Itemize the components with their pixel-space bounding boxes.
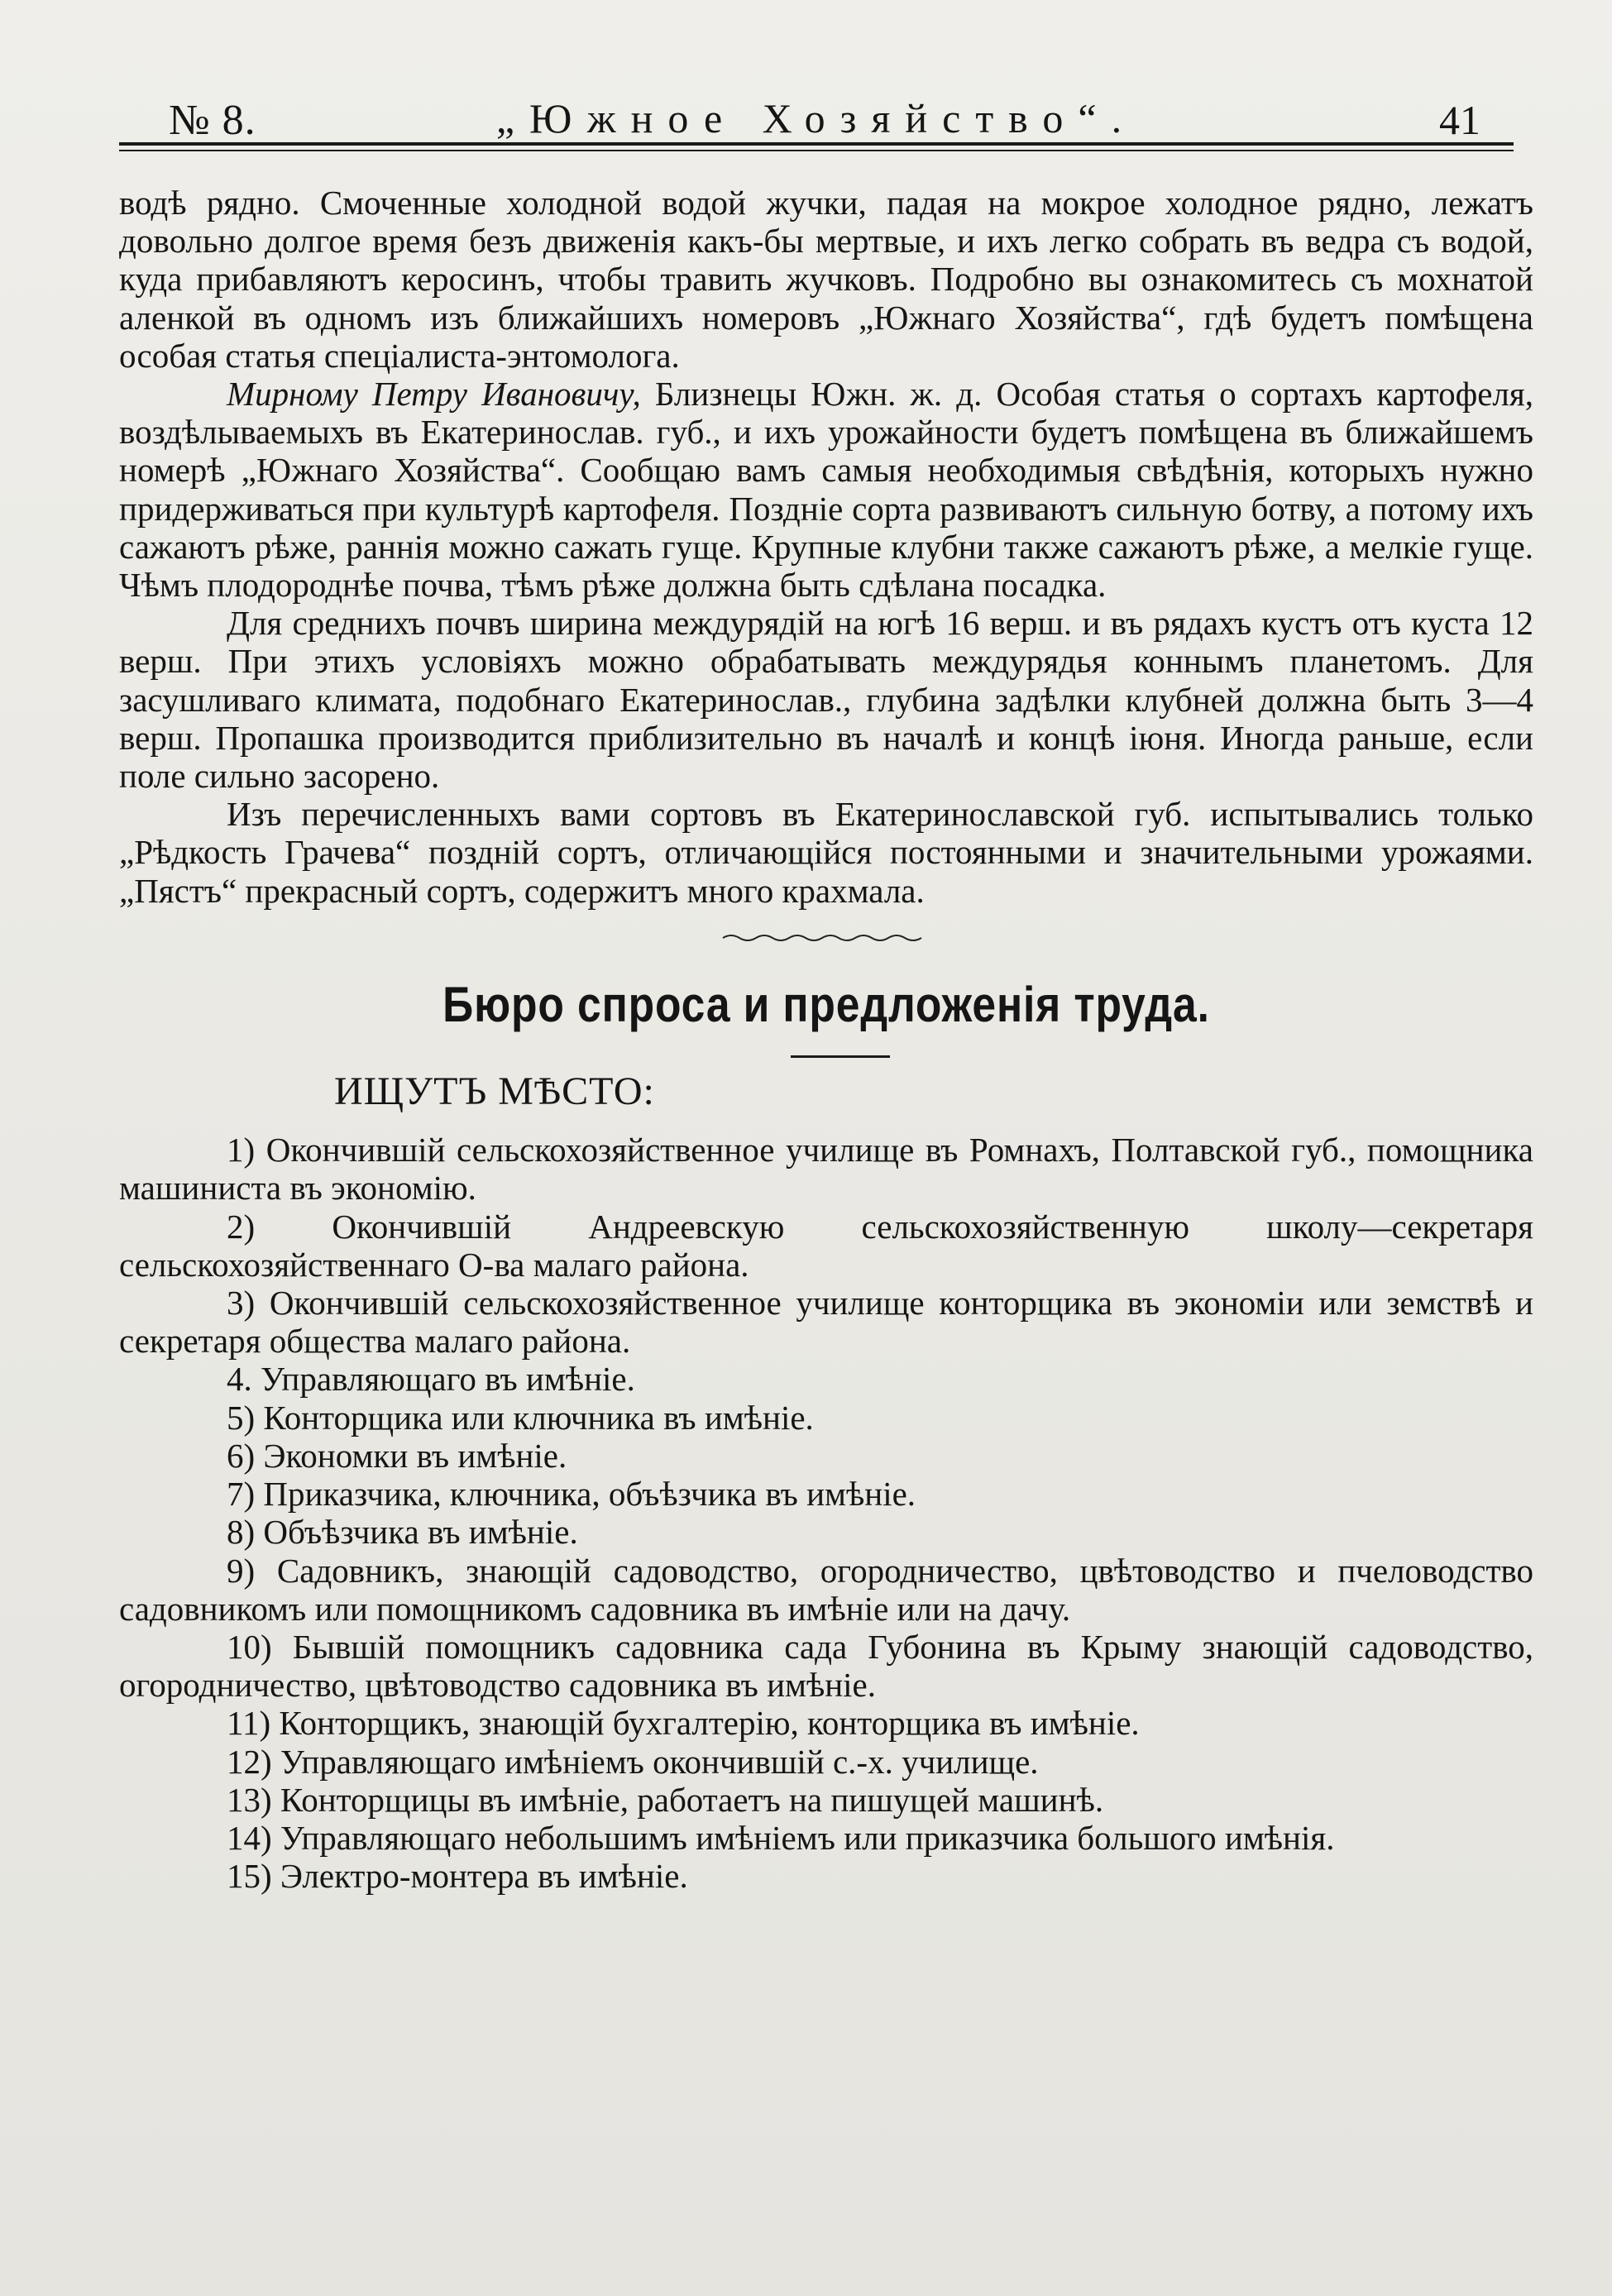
- section-title: Бюро спроса и предложенія труда.: [442, 976, 1210, 1032]
- article-paragraph: водѣ рядно. Смоченные холодной водой жучки, падая на мокрое холодное рядно, лежатъ довольно долгое время безъ движенія какъ-бы мертвые, и ихъ легко собрать въ ведра съ водой, куда прибавляютъ керосинъ, чтобы травить жучковъ. Подробно вы ознакомитесь съ мохнатой аленкой въ одномъ изъ ближайшихъ номеровъ „Южнаго Хозяйства“, гдѣ будетъ помѣщена особая статья спеціалиста-энтомолога.: [119, 184, 1533, 375]
- page-number: 41: [1439, 97, 1480, 143]
- article-paragraph: [119, 375, 1533, 604]
- list-item: 14) Управляющаго небольшимъ имѣніемъ или приказчика большого имѣнія.: [227, 1818, 1335, 1857]
- header-rule-thin: [119, 150, 1514, 151]
- addressee-name: Мирному Петру Ивановичу,: [227, 375, 641, 414]
- header-rule-thick: [119, 142, 1514, 146]
- article-paragraph: Изъ перечисленныхъ вами сортовъ въ Екатеринославской губ. испытывались только „Рѣдкость Грачева“ поздній сортъ, отличающійся постоянными и значительными урожаями. „Пястъ“ прекрасный сортъ, содержитъ много крахмала.: [119, 795, 1533, 910]
- issue-number: № 8.: [169, 97, 256, 144]
- list-item: 15) Электро-монтера въ имѣніе.: [227, 1857, 688, 1896]
- list-item: 6) Экономки въ имѣніе.: [227, 1436, 567, 1475]
- list-item: 5) Конторщика или ключника въ имѣніе.: [227, 1398, 814, 1437]
- list-item: 2) Окончившій Андреевскую сельскохозяйственную школу—секретаря сельскохозяйственнаго О-ва малаго района.: [119, 1207, 1533, 1284]
- list-item: 9) Садовникъ, знающій садоводство, огородничество, цвѣтоводство и пчеловодство садовникомъ или помощникомъ садовника въ имѣніе или на дачу.: [119, 1551, 1533, 1628]
- list-item: 1) Окончившій сельскохозяйственное училище въ Ромнахъ, Полтавской губ., помощника машиниста въ экономію.: [119, 1131, 1533, 1208]
- list-item: 3) Окончившій сельскохозяйственное училище конторщика въ экономіи или земствѣ и секретаря общества малаго района.: [119, 1284, 1533, 1361]
- list-item: 12) Управляющаго имѣніемъ окончившій с.-х. училище.: [227, 1742, 1039, 1781]
- paragraph-text: Близнецы Южн. ж. д. Особая статья о сортахъ картофеля, воздѣлываемыхъ въ Екатеринослав. губ., и ихъ урожайности будетъ помѣщена въ ближайшемъ номерѣ „Южнаго Хозяйства“. Сообщаю вамъ самыя необходимыя свѣдѣнія, которыхъ нужно придерживаться при культурѣ картофеля. Поздніе сорта развиваютъ сильную ботву, а потому ихъ сажаютъ рѣже, раннія можно сажать гуще. Крупные клубни также сажаютъ рѣже, а мелкіе гуще. Чѣмъ плодороднѣе почва, тѣмъ рѣже должна быть сдѣлана посадка.: [119, 375, 1533, 605]
- journal-title: „Южное Хозяйство“.: [495, 95, 1137, 141]
- job-list: [119, 1131, 1533, 1895]
- list-item: 13) Конторщицы въ имѣніе, работаетъ на пишущей машинѣ.: [227, 1780, 1104, 1819]
- ornament-divider: [715, 930, 930, 946]
- section-rule: [791, 1055, 890, 1058]
- article-paragraph: Для среднихъ почвъ ширина междурядій на югѣ 16 верш. и въ рядахъ кустъ отъ куста 12 верш. При этихъ условіяхъ можно обрабатывать междурядья коннымъ планетомъ. Для засушливаго климата, подобнаго Екатеринослав., глубина задѣлки клубней должна быть 3—4 верш. Пропашка производится приблизительно въ началѣ и концѣ іюня. Иногда раньше, если поле сильно засорено.: [119, 604, 1533, 796]
- list-item: 10) Бывшій помощникъ садовника сада Губонина въ Крыму знающій садоводство, огородничество, цвѣтоводство садовника въ имѣніе.: [119, 1627, 1533, 1705]
- list-item: 8) Объѣзчика въ имѣніе.: [227, 1513, 578, 1552]
- page-body: [119, 184, 1533, 1895]
- section-subheading: ИЩУТЪ МѢСТО:: [334, 1069, 655, 1114]
- list-item: 7) Приказчика, ключника, объѣзчика въ имѣніе.: [227, 1475, 916, 1514]
- list-item: 4. Управляющаго въ имѣніе.: [227, 1360, 635, 1399]
- page-header: [119, 81, 1514, 149]
- list-item: 11) Конторщикъ, знающій бухгалтерію, конторщика въ имѣніе.: [227, 1704, 1140, 1743]
